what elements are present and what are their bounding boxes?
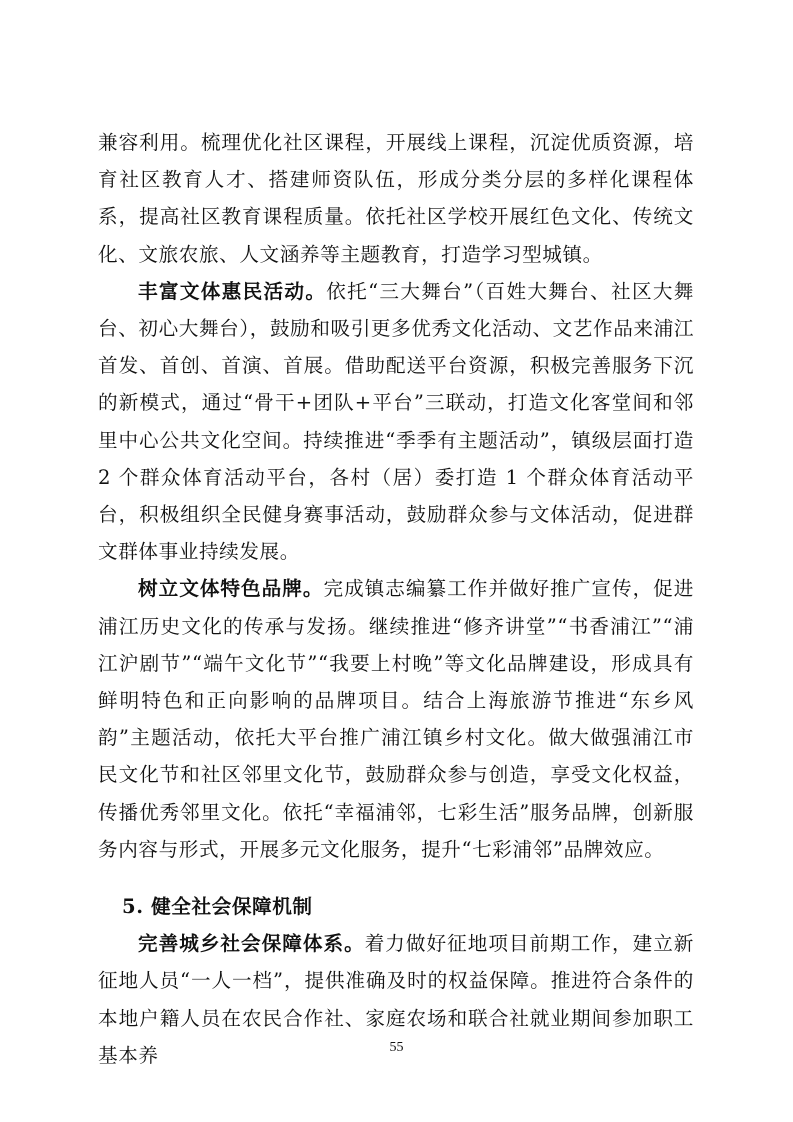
paragraph-lead-cultural-activities: 丰富文体惠民活动。 — [138, 279, 327, 303]
paragraph-body-cultural-activities: 依托“三大舞台”（百姓大舞台、社区大舞台、初心大舞台），鼓励和吸引更多优秀文化活动、文艺作品来浦江首发、首创、首演、首展。借助配送平台资源，积极完善服务下沉的新模式，通过“骨干+团队+平台”三联动，打造文化客堂间和邻里中心公共文化空间。持续推进“季季有主题活动”，镇级层面打造 2 个群众体育活动平台，各村（居）委打造 1 个群众体育活动平台，积极组织全民健身赛事活动，鼓励群众参与文体活动，促进群文群体事业持续发展。 — [98, 279, 695, 564]
paragraph-body-cultural-brands: 完成镇志编纂工作并做好推广宣传，促进浦江历史文化的传承与发扬。继续推进“修齐讲堂”“书香浦江”“浦江沪剧节”“端午文化节”“我要上村晚”等文化品牌建设，形成具有鲜明特色和正向影响的品牌项目。结合上海旅游节推进“东乡风韵”主题活动，依托大平台推广浦江镇乡村文化。做大做强浦江市民文化节和社区邻里文化节，鼓励群众参与创造，享受文化权益，传播优秀邻里文化。依托“幸福浦邻，七彩生活”服务品牌，创新服务内容与形式，开展多元文化服务，提升“七彩浦邻”品牌效应。 — [98, 577, 694, 861]
paragraph-cultural-brands — [98, 570, 694, 868]
paragraph-lead-social-security-system: 完善城乡社会保障体系。 — [138, 932, 365, 956]
page-number: 55 — [389, 1040, 404, 1055]
paragraph-body-social-security-system: 着力做好征地项目前期工作，建立新征地人员“一人一档”，提供准确及时的权益保障。推进符合条件的本地户籍人员在农民合作社、家庭农场和联合社就业期间参加职工基本养 — [98, 932, 694, 1067]
document-body — [98, 124, 694, 1074]
paragraph-cultural-activities — [98, 273, 694, 571]
section-heading-social-security: 5. 健全社会保障机制 — [122, 895, 313, 919]
paragraph-course-optimization: 兼容利用。梳理优化社区课程，开展线上课程，沉淀优质资源，培育社区教育人才、搭建师资队伍，形成分类分层的多样化课程体系，提高社区教育课程质量。依托社区学校开展红色文化、传统文化、文旅农旅、人文涵养等主题教育，打造学习型城镇。 — [98, 131, 694, 266]
paragraph-lead-cultural-brands: 树立文体特色品牌。 — [138, 577, 324, 601]
